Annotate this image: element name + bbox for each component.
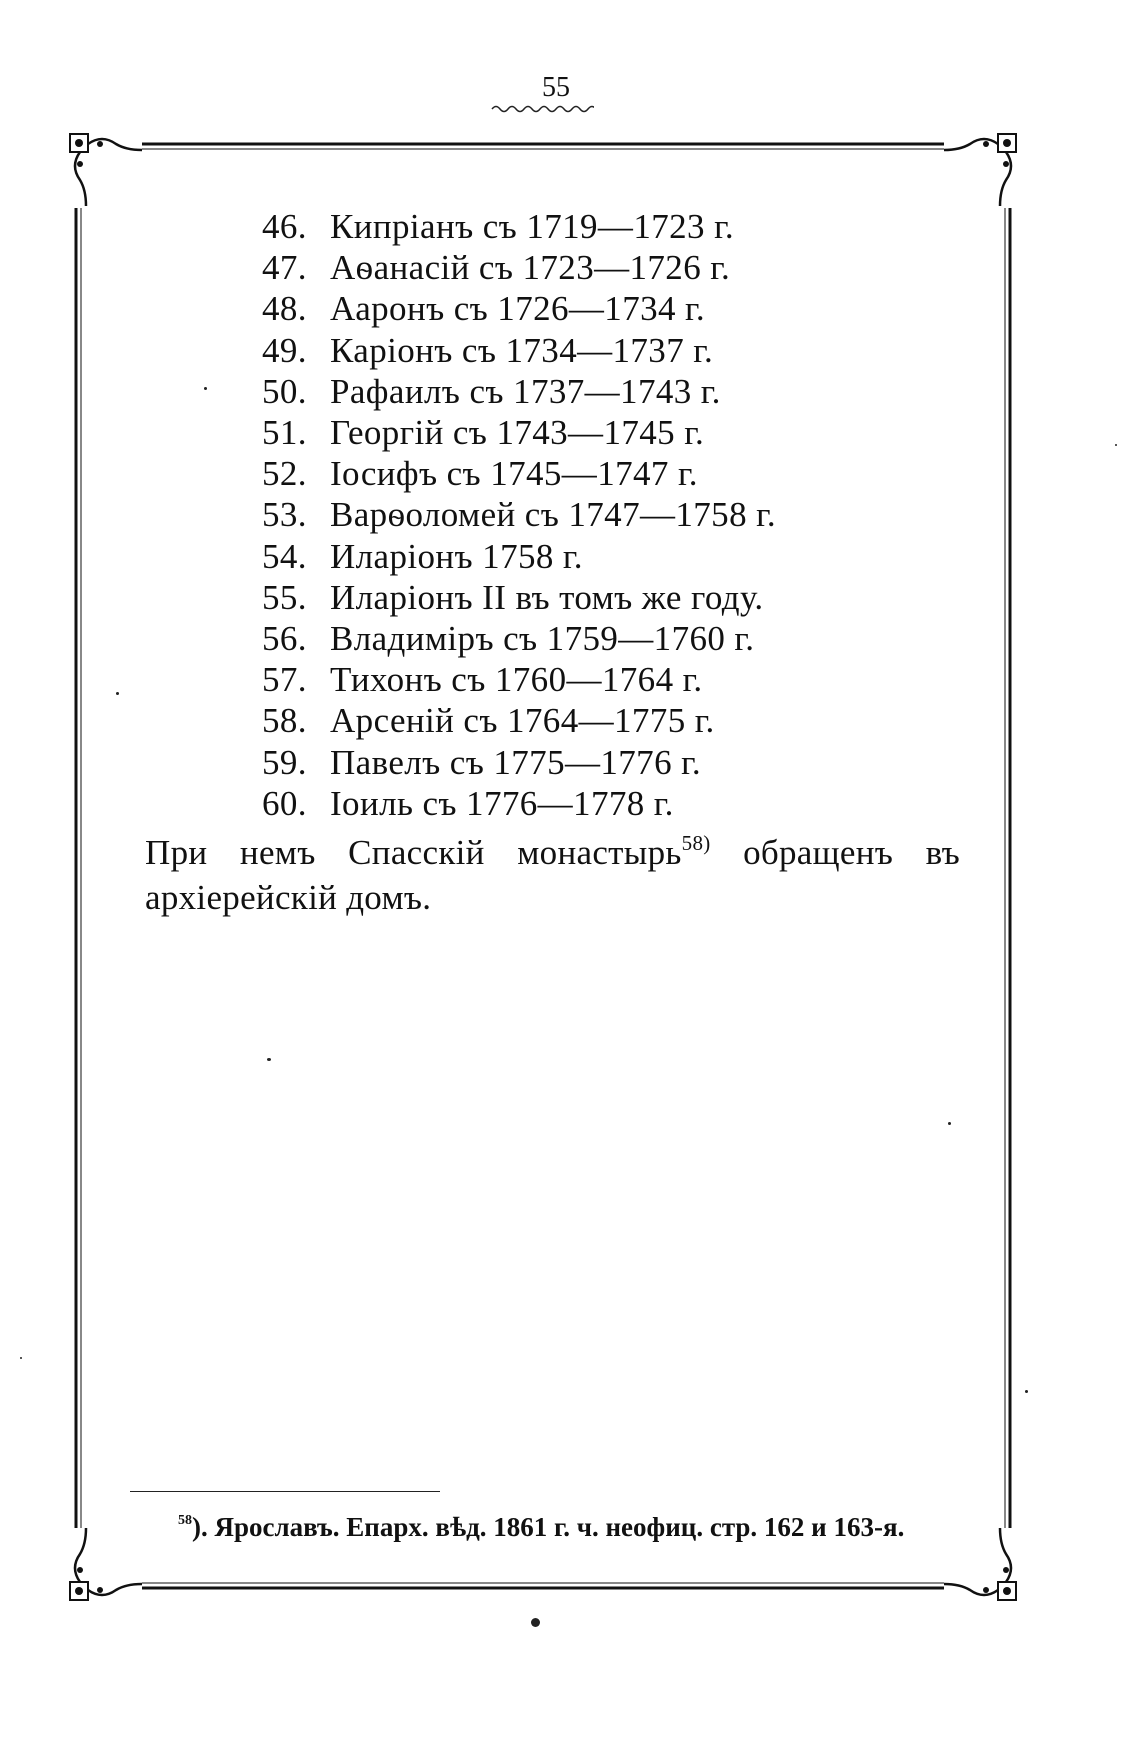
list-item-text: Владиміръ съ 1759—1760 г.	[330, 619, 755, 659]
list-item	[262, 371, 776, 412]
page-number-ornament	[490, 104, 594, 114]
paragraph-line-2: архіерейскій домъ.	[145, 878, 432, 917]
print-speck	[1025, 1390, 1028, 1393]
list-item	[262, 618, 776, 659]
list-item	[262, 742, 776, 783]
print-speck	[1115, 444, 1117, 446]
print-speck	[531, 1618, 540, 1627]
list-item-number: 51.	[262, 413, 307, 453]
footnote	[178, 1510, 904, 1544]
list-item-number: 53.	[262, 495, 307, 535]
list-item-text: Ааронъ съ 1726—1734 г.	[330, 289, 706, 329]
bishops-list	[262, 206, 776, 824]
list-item	[262, 783, 776, 824]
corner-ornament-top-left	[68, 132, 148, 212]
list-item-number: 56.	[262, 619, 307, 659]
footnote-text: ). Ярославъ. Епарх. вѣд. 1861 г. ч. неофиц. стр. 162 и 163-я.	[192, 1512, 905, 1542]
list-item	[262, 247, 776, 288]
print-speck	[204, 387, 207, 390]
list-item-text: Варѳоломей съ 1747—1758 г.	[330, 495, 777, 535]
list-item-text: Арсеній съ 1764—1775 г.	[330, 701, 715, 741]
list-item	[262, 700, 776, 741]
corner-ornament-bottom-left	[68, 1522, 148, 1602]
body-paragraph	[145, 830, 960, 920]
corner-ornament-top-right	[938, 132, 1018, 212]
list-item	[262, 288, 776, 329]
list-item-text: Тихонъ съ 1760—1764 г.	[330, 660, 703, 700]
list-item-text: Георгій съ 1743—1745 г.	[330, 413, 705, 453]
list-item-text: Кипріанъ съ 1719—1723 г.	[330, 207, 735, 246]
list-item-number: 46.	[262, 207, 307, 246]
list-item-number: 47.	[262, 248, 307, 288]
list-item-number: 55.	[262, 577, 307, 617]
list-item-number: 59.	[262, 742, 307, 782]
footnote-reference: 58)	[681, 831, 711, 855]
page-number: 55	[542, 72, 570, 103]
list-item	[262, 494, 776, 535]
list-item-number: 50.	[262, 371, 307, 411]
list-item	[262, 412, 776, 453]
print-speck	[116, 692, 119, 695]
list-item-number: 52.	[262, 454, 307, 494]
list-item	[262, 536, 776, 577]
paragraph-line-1	[145, 830, 960, 875]
list-item-text: Аѳанасій съ 1723—1726 г.	[330, 248, 731, 288]
list-item-number: 49.	[262, 330, 307, 370]
list-item	[262, 577, 776, 618]
list-item-text: Іосифъ съ 1745—1747 г.	[330, 454, 698, 494]
list-item-text: Іоиль съ 1776—1778 г.	[330, 783, 674, 823]
list-item-number: 48.	[262, 289, 307, 329]
list-item-text: Павелъ съ 1775—1776 г.	[330, 742, 702, 782]
list-item-text: Каріонъ съ 1734—1737 г.	[330, 330, 714, 370]
paragraph-text-before-ref: При немъ Спасскій монастырь	[145, 833, 682, 872]
print-speck	[267, 1058, 271, 1061]
list-item-number: 57.	[262, 660, 307, 700]
footnote-marker: 58	[178, 1513, 192, 1528]
list-item	[262, 453, 776, 494]
list-item	[262, 659, 776, 700]
footnote-separator	[130, 1491, 440, 1492]
list-item-text: Иларіонъ II въ томъ же году.	[330, 577, 764, 617]
list-item-number: 54.	[262, 536, 307, 576]
paragraph-text-after-ref: обращенъ въ	[710, 833, 960, 872]
list-item	[262, 330, 776, 371]
corner-ornament-bottom-right	[938, 1522, 1018, 1602]
print-speck	[20, 1357, 22, 1359]
list-item-number: 60.	[262, 783, 307, 823]
print-speck	[948, 1122, 951, 1125]
list-item	[262, 206, 776, 247]
list-item-number: 58.	[262, 701, 307, 741]
list-item-text: Иларіонъ 1758 г.	[330, 536, 583, 576]
list-item-text: Рафаилъ съ 1737—1743 г.	[330, 371, 721, 411]
